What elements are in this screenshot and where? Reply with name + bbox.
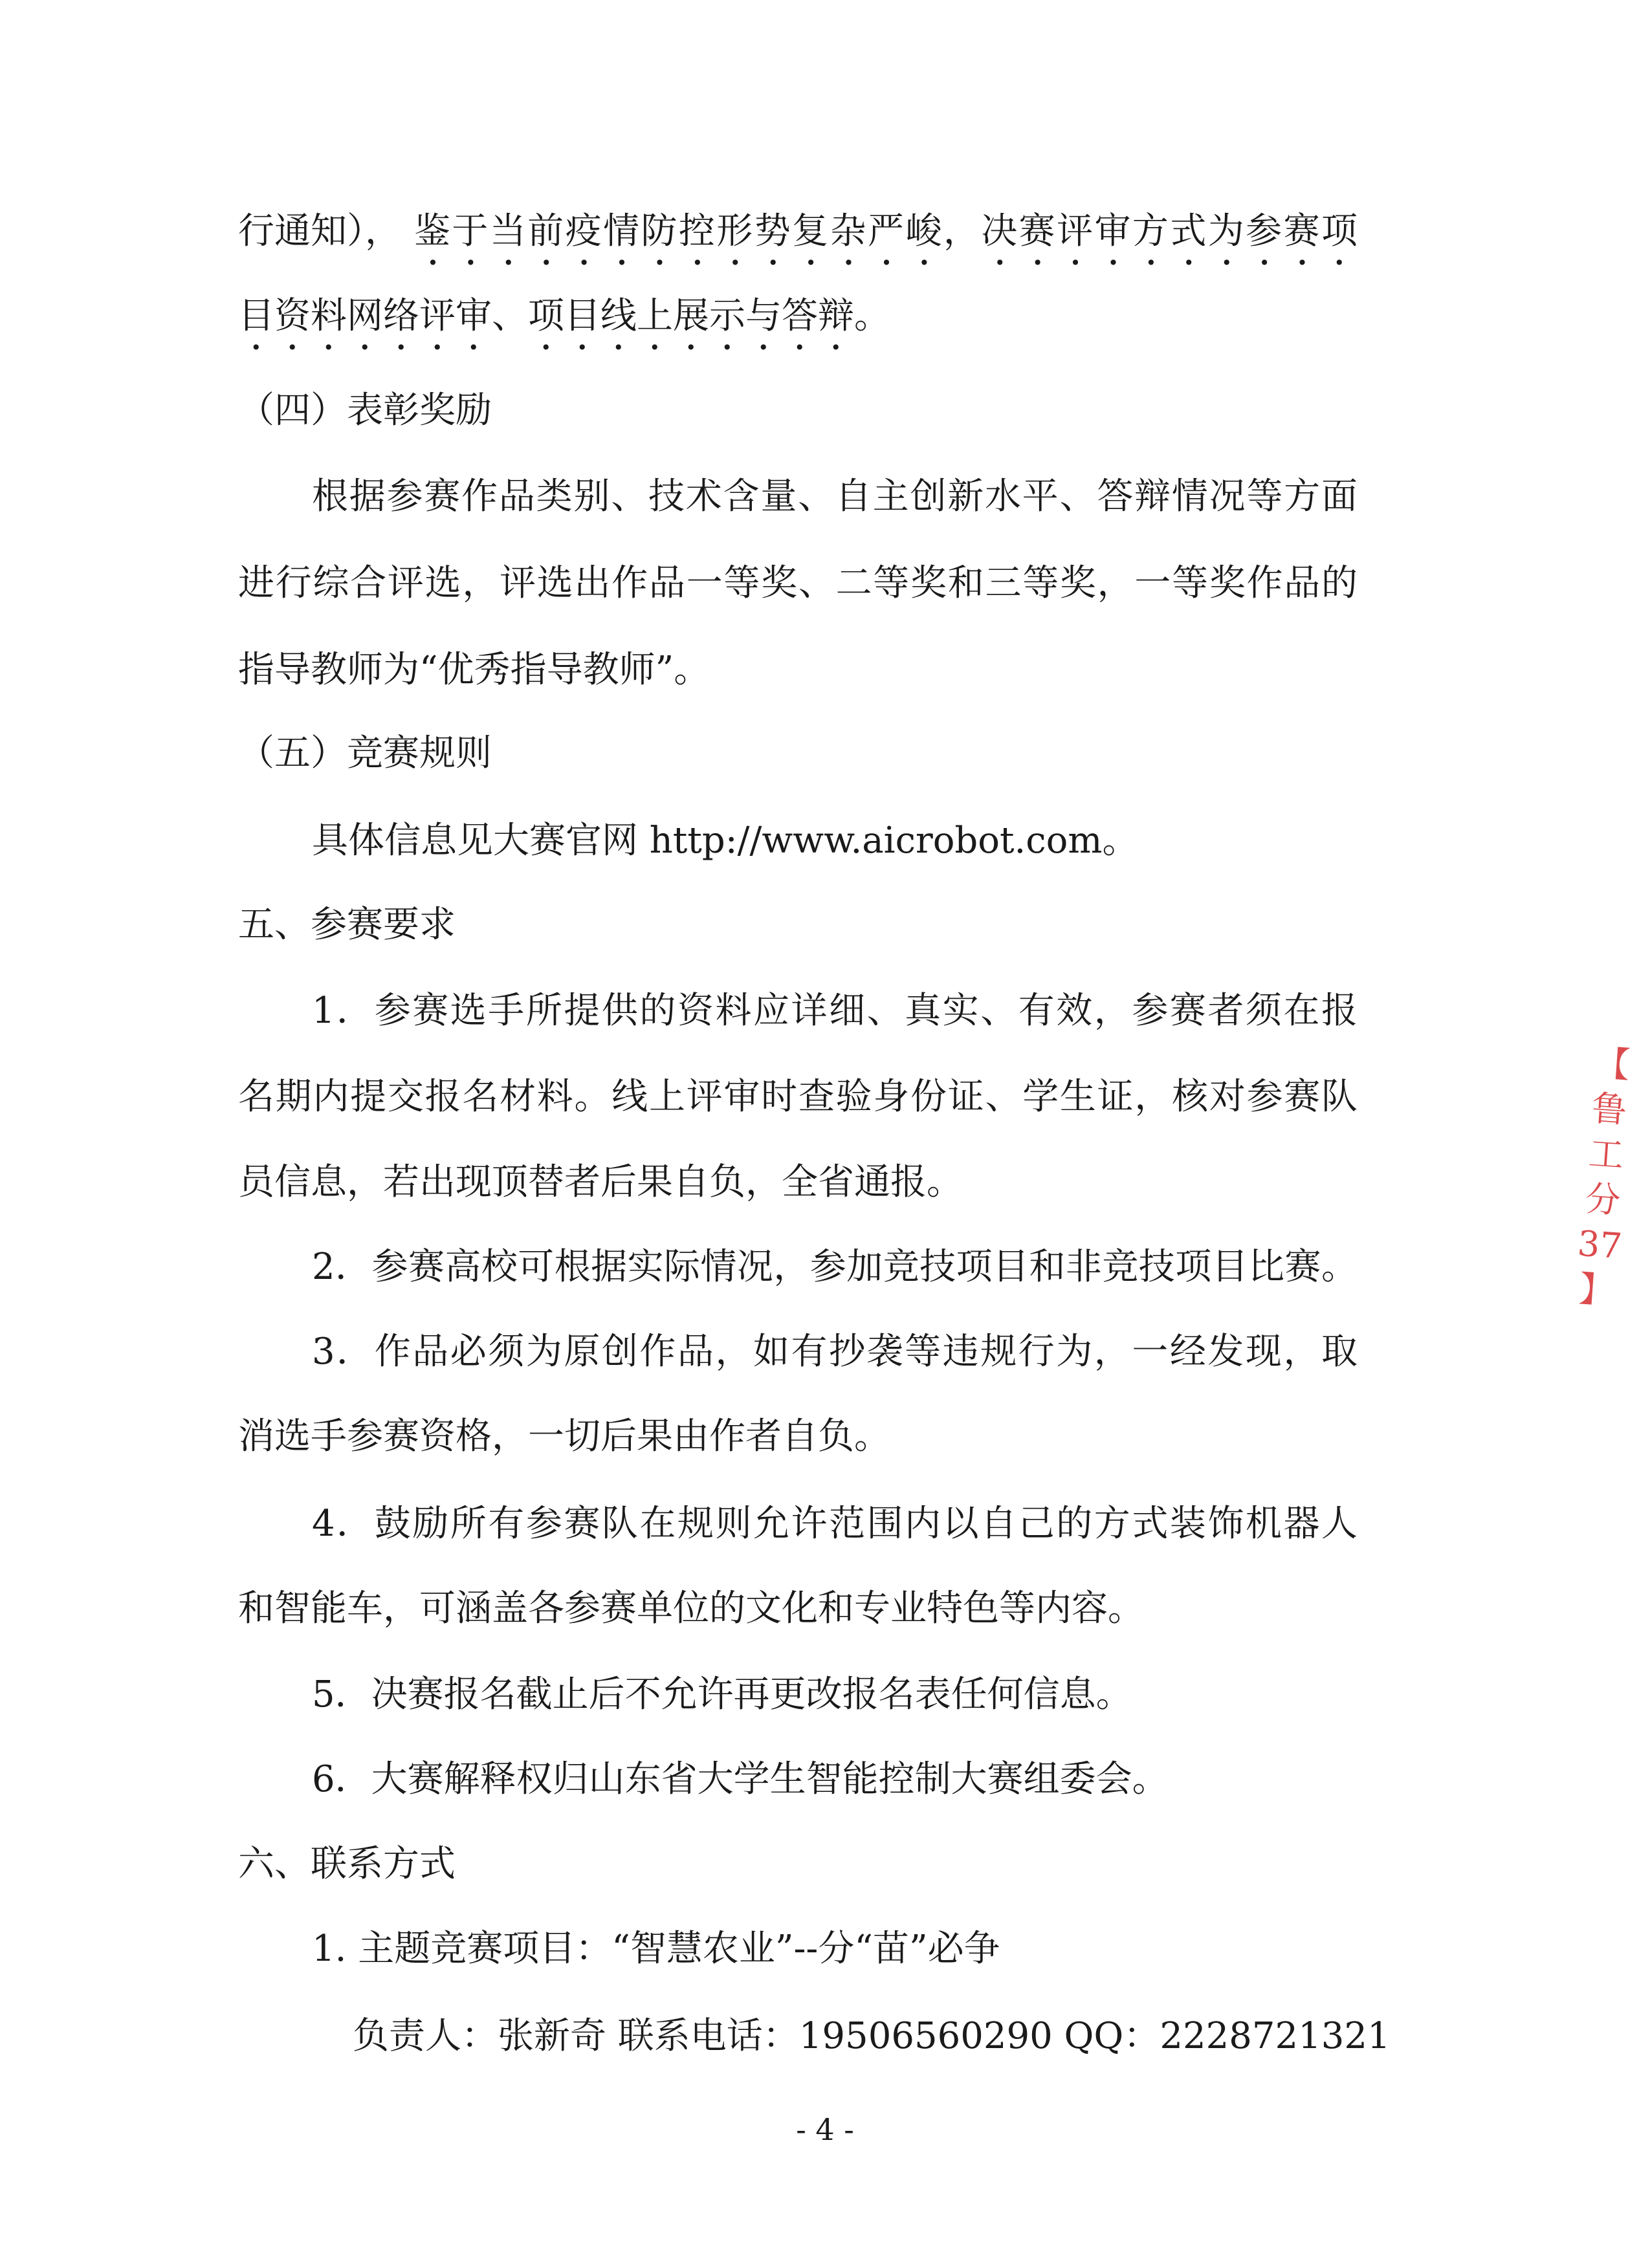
contact-project: 1. 主题竞赛项目：“智慧农业”--分“苗”必争: [312, 1928, 1000, 1970]
requirement-3-line-2: 消选手参赛资格，一切后果由作者自负。: [238, 1415, 890, 1457]
paragraph-awards-line-2: 进行综合评选，评选出作品一等奖、二等奖和三等奖，一等奖作品的: [238, 562, 1358, 604]
requirement-1-line-3: 员信息，若出现顶替者后果自负，全省通报。: [238, 1161, 963, 1203]
requirement-4-line-1: 4．鼓励所有参赛队在规则允许范围内以自己的方式装饰机器人: [312, 1503, 1358, 1545]
seal-text-6: 】: [1578, 1268, 1616, 1312]
requirement-6: 6．大赛解释权归山东省大学生智能控制大赛组委会。: [312, 1758, 1169, 1800]
requirement-1-line-1: 1．参赛选手所提供的资料应详细、真实、有效，参赛者须在报: [312, 990, 1358, 1032]
section-heading-requirements: 五、参赛要求: [238, 904, 456, 946]
seal-text-2: 鲁: [1590, 1087, 1629, 1131]
contact-person: 负责人：张新奇 联系电话：19506560290 QQ：2228721321: [353, 2015, 1391, 2057]
requirement-2: 2．参赛高校可根据实际情况，参加竞技项目和非竞技项目比赛。: [312, 1246, 1358, 1288]
section-heading-awards: （四）表彰奖励: [238, 389, 492, 431]
rules-website-text: 具体信息见大赛官网 http://www.aicrobot.com。: [312, 820, 1139, 862]
requirement-4-line-2: 和智能车，可涵盖各参赛单位的文化和专业特色等内容。: [238, 1587, 1144, 1630]
page-number: - 4 -: [796, 2112, 854, 2147]
section-heading-contact: 六、联系方式: [238, 1843, 456, 1885]
paragraph-awards-line-3: 指导教师为“优秀指导教师”。: [238, 649, 710, 691]
seal-text-1: 【: [1593, 1042, 1632, 1086]
red-seal-fragment: [1554, 1039, 1650, 1347]
requirement-3-line-1: 3．作品必须为原创作品，如有抄袭等违规行为，一经发现，取: [312, 1331, 1358, 1373]
seal-text-3: 工: [1587, 1133, 1625, 1176]
text-line-1b: 鉴于当前疫情防控形势复杂严峻，决赛评审方式为参赛项: [414, 210, 1358, 252]
seal-text-4: 分: [1584, 1178, 1622, 1221]
requirement-5: 5．决赛报名截止后不允许再更改报名表任何信息。: [312, 1674, 1132, 1716]
paragraph-awards-line-1: 根据参赛作品类别、技术含量、自主创新水平、答辩情况等方面: [312, 475, 1358, 518]
seal-text-5: 37: [1576, 1223, 1623, 1267]
text-line-2: 目资料网络评审、项目线上展示与答辩。: [238, 295, 890, 337]
section-heading-rules: （五）竞赛规则: [238, 732, 492, 774]
text-line-1a: 行通知），: [238, 210, 401, 252]
requirement-1-line-2: 名期内提交报名材料。线上评审时查验身份证、学生证，核对参赛队: [238, 1076, 1358, 1118]
